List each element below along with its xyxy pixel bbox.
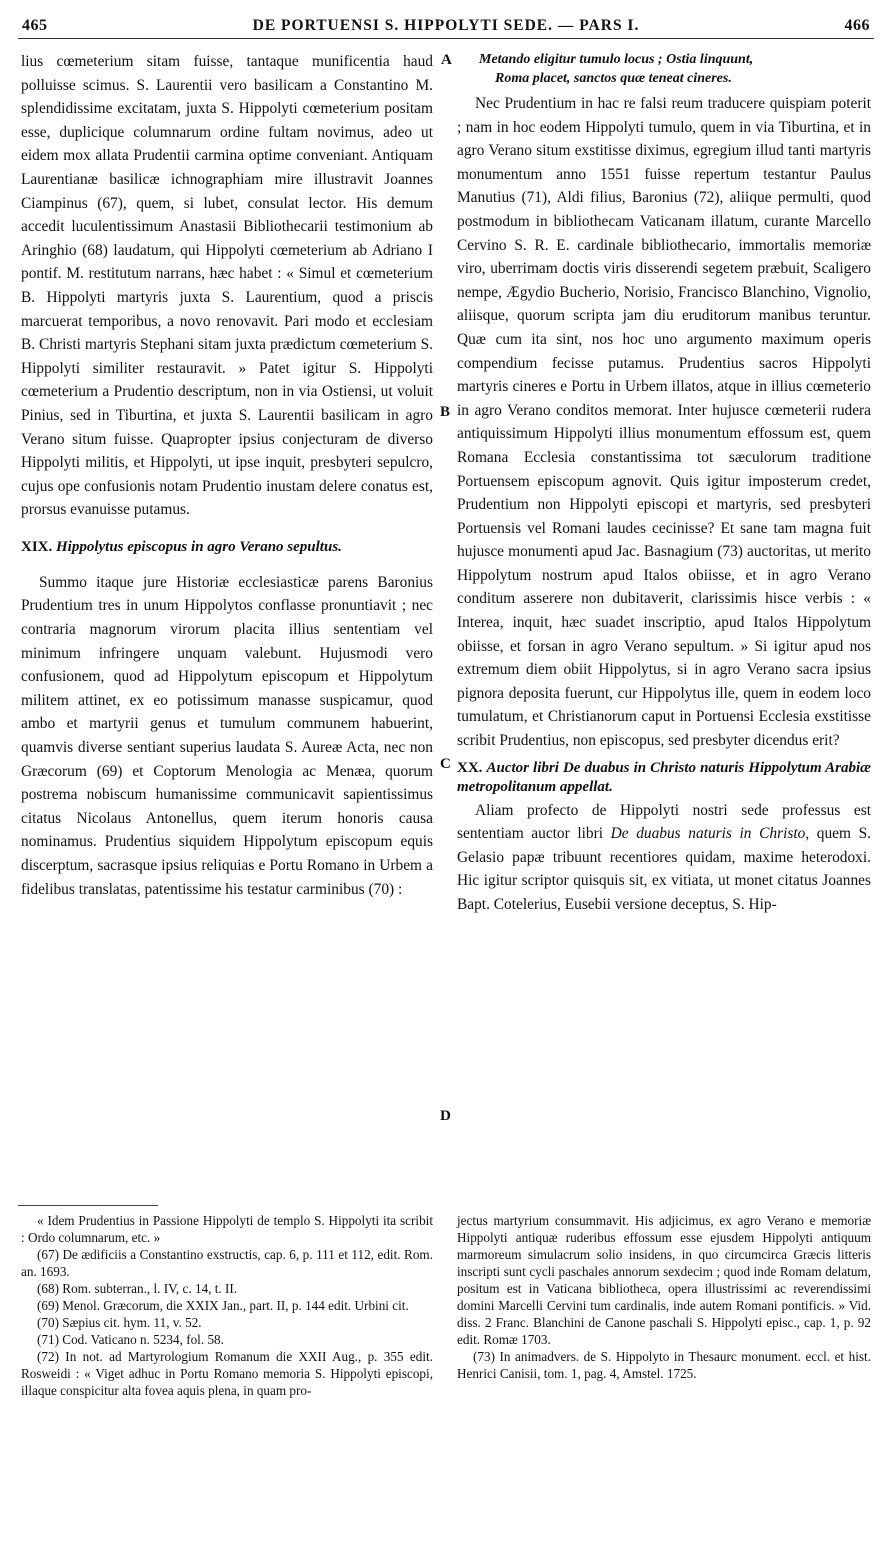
footnote: (73) In animadvers. de S. Hippolyto in Thesaurc monument. eccl. et hist. Henrici Canisii, tom. 1, pag. 4, Amstel. 1725. [457, 1349, 871, 1381]
footnote: « Idem Prudentius in Passione Hippolyti de templo S. Hippolyti ita scribit : Ordo columnarum, etc. » [21, 1213, 433, 1245]
margin-marker-a: A [441, 52, 452, 68]
section-title: Hippolytus episcopus in agro Verano sepultus. [56, 538, 342, 555]
section-heading-xix [21, 538, 433, 557]
margin-marker-c: C [440, 756, 451, 772]
paragraph: Summo itaque jure Historiæ ecclesiasticæ parens Baronius Prudentium tres in unum Hippolytos conflasse pronuntiavit ; nec contraria magnorum virorum placita illius sententiam vel minimum infringere unquam valebunt. Hujusmodi vero confusionem, quod ad Hippolytum episcopum et Hippolytum militem attinet, ex eo potissimum manasse suspicamur, quod ambo et martyrii genus et tumulum communem habuerint, quamvis diverse sentiant superius laudata S. Aureæ Acta, nec non Græcorum (69) et Coptorum Menologia ac Menæa, quorum postrema nobiscum humanissime communicavit sapientissimus citatus Nicolaus Antonellus, quem iterum honoris causa nominamus. Prudentius siquidem Hippolytum episcopum equis discerptum, sacrasque ipsius reliquias e Portu Romano in Urbem a fidelibus translatas, patentissime his testatur carminibus (70) : [21, 573, 433, 898]
footnote: (69) Menol. Græcorum, die XXIX Jan., part. II, p. 144 edit. Urbini cit. [37, 1298, 409, 1313]
text-run: , quem S. Gelasio papæ tribuunt recentiores quidam, maxime heterodoxi. Hic igitur scriptor quisquis sit, ex vitiata, ut monet citatus Joannes Bapt. Cotelerius, Eusebii versione deceptus, S. Hip- [457, 825, 871, 913]
footnote: (71) Cod. Vaticano n. 5234, fol. 58. [37, 1332, 224, 1347]
verse-line: Metando eligitur tumulo locus ; Ostia linquunt, [479, 52, 754, 67]
section-number: XIX. [21, 538, 53, 555]
footnote: (72) In not. ad Martyrologium Romanum die XXII Aug., p. 355 edit. Rosweidi : « Viget adhuc in Portu Romano memoria S. Hippolyti episcopi, illaque conspicitur alta fovea aquis plena, in quam pro- [21, 1349, 433, 1398]
paragraph: Nec Prudentium in hac re falsi reum traducere quispiam poterit ; nam in hoc eodem Hippolyti tumulo, quem in via Tiburtina, et in agro Verano situm exstitisse diximus, egregium illud tanti martyris monumentum anno 1551 fuisse repertum testantur Paulus Manutius (71), Aldi filius, Baronius (72), aliique permulti, quod postmodum in bibliothecam Vaticanam illatum, curante Marcello Cervino S. R. E. cardinale bibliothecario, immortalis memoriæ viro, uberrimam doctis viris disserendi segetem præbuit, Scaligero nempe, Ægydio Bucherio, Norisio, Francisco Blanchino, Vignolio, aliisque, quorum scripta jam diu eruditorum manibus teruntur. Quæ cum ita sint, nos hoc uno argumento maximum operis compendium fecisse putamus. Prudentius sacros Hippolyti martyris cineres e Portu in Urbem illatos, atque in illius cœmeterio in agro Verano conditos memorat. Inter hujusce cœmeterii rudera antiquissimum Hippolyti illius monumentum effossum est, quem Romana Ecclesia constantissima tot sæculorum traditione Portuensem episcopum agnovit. Quis igitur imposterum credet, Prudentium non Hippolyti episcopi et martyris, sed presbyteri Portuensis vel Romani laudes cecinisse? Et sane tam magna fuit hujusce monumenti apud Jac. Basnagium (73) auctoritas, ut merito Hippolytum nostrum apud Italos obiisse, et in agro Verano conditum asserere non dubitaverit, clarissimis hisce verbis : « Interea, inquit, hæc suadet inscriptio, apud Italos Hippolytum obiisse, et forsan in agro Verano sepultum. » Si igitur apud nos extremum diem obiit Hippolytus, si in agro Verano sacra ipsius pignora deposita fuerunt, cur Hippolytus ille, quem in eodem loco tumulatum, et Christianorum caput in Portuensi Ecclesia exstitisse scribit Prudentius, non episcopus, sed presbyter dicendus erit? [457, 95, 871, 750]
verse-line: Roma placet, sanctos quæ teneat cineres. [495, 71, 732, 86]
left-column [21, 50, 433, 901]
page-number-right: 466 [844, 17, 870, 34]
margin-marker-d: D [440, 1108, 451, 1124]
footnote: (70) Sæpius cit. hym. 11, v. 52. [37, 1315, 202, 1330]
text-run: Aliam profecto de Hippolyti nostri sede professus est sententiam auctor libri [457, 801, 871, 843]
right-column [457, 50, 871, 917]
margin-marker-b: B [440, 404, 451, 420]
footnote: (68) Rom. subterran., l. IV, c. 14, t. II. [37, 1281, 238, 1296]
paragraph: lius cœmeterium sitam fuisse, tantaque munificentia haud polluisse scimus. S. Laurentii vero basilicam a Constantino M. splendidissime excitatam, juxta S. Hippolyti cœmeterium positam esse, duplicique columnarum ordine fultam novimus, adeo ut eidem mox allata Prudentii carmina optime conveniant. Antiquam Laurentianæ basilicæ ichnographiam mire illustravit Joannes Ciampinus (67), quem, si lubet, consulat lector. His demum accedit luculentissimum Anastasii Bibliothecarii testimonium ab Aringhio (68) laudatum, qui Hippolyti cœmeterium ab Adriano I pontif. M. restitutum narrans, hæc habet : « Simul et cœmeterium B. Hippolyti martyris juxta S. Laurentium, quod a priscis marcuerat temporibus, a novo renovavit. Pari modo et ecclesiam B. Christi martyris Stephani sitam juxta prædictum cœmeterium S. Hippolyti similiter restauravit. » Patet igitur S. Hippolyti cœmeterium a Prudentio descriptum, non in via Ostiensi, ut voluit Pinius, sed in Tiburtina, et juxta S. Laurentii basilicam in agro Verano situm fuisse. Quapropter ipsius conjecturam de diverso Hippolyti militis, et Hippolyti, ut ipse inquit, presbyteri sepulcro, cujus ope confusionis notam Prudentio inustam delere conatus est, prorsus evanuisse putamus. [21, 53, 433, 519]
footnote: jectus martyrium consummavit. His adjicimus, ex agro Verano e memoriæ Hippolyti antiquæ ruderibus effossum esse ejusdem Hippolyti antiquum marmoreum simulacrum solio insidens, in quo circumcirca Græcis litteris inscripti sunt cycli paschales annorum sexdecim ; quod inde Romam delatum, positum est in Vaticana bibliotheca, opera illustrissimi ac reverendissimi domini Marcelli Cervini tum cardinalis, inde autem Romani pontificis. » Vid. diss. 2 Franc. Blanchini de Canone paschali S. Hippolyti episc., cap. 1, p. 92 edit. Romæ 1703. [457, 1213, 871, 1347]
footnotes-right [457, 1212, 871, 1382]
section-heading-xx [457, 759, 871, 797]
footnotes-left [21, 1212, 433, 1399]
page-number-left: 465 [22, 17, 48, 34]
section-title: Auctor libri De duabus in Christo naturis Hippolytum Arabiæ metropolitanum appellat. [457, 759, 872, 795]
footnote: (67) De ædificiis a Constantino exstructis, cap. 6, p. 111 et 112, edit. Rom. an. 1693. [21, 1247, 433, 1279]
verse-quote [457, 50, 871, 88]
footnote-rule [18, 1205, 158, 1206]
running-header [18, 14, 874, 39]
running-title: DE PORTUENSI S. HIPPOLYTI SEDE. — PARS I. [252, 17, 640, 34]
book-title: De duabus naturis in Christo [610, 825, 806, 843]
paragraph [457, 799, 871, 917]
section-number: XX. [457, 759, 483, 776]
